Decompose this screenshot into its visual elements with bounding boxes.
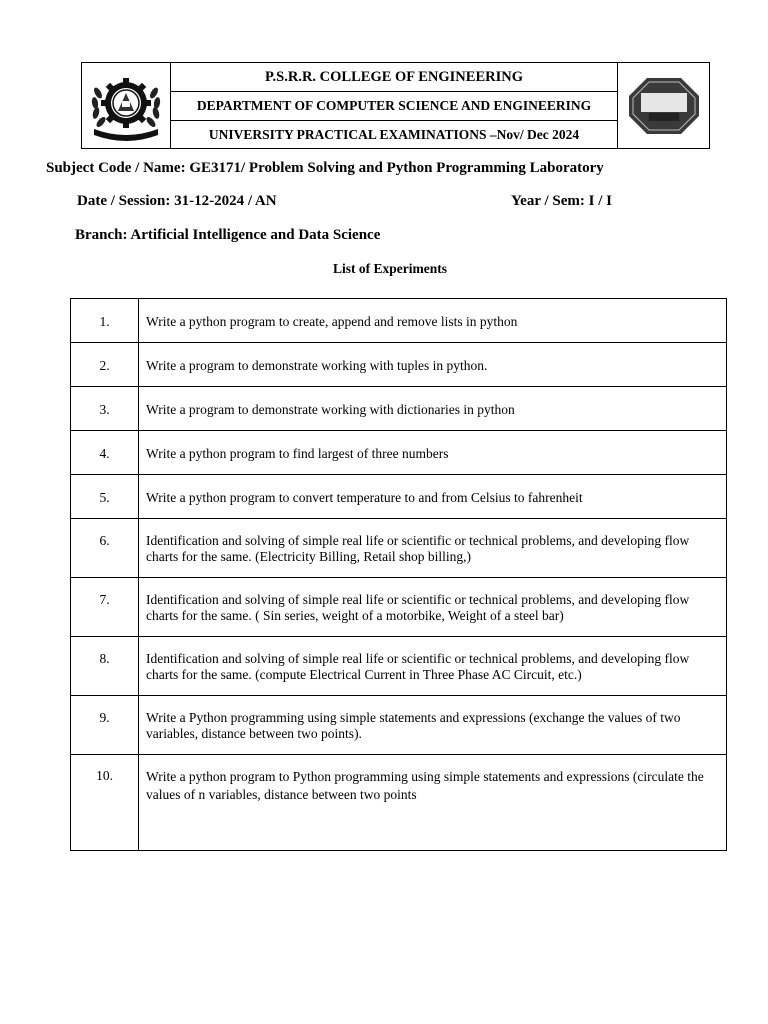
experiments-table — [70, 298, 727, 851]
year-semester: Year / Sem: I / I — [511, 193, 612, 209]
subject-line: Subject Code / Name: GE3171/ Problem Solving and Python Programming Laboratory — [46, 160, 604, 176]
experiment-number: 10. — [71, 755, 139, 851]
table-row — [71, 637, 727, 696]
table-row — [71, 578, 727, 637]
header-titles — [171, 63, 618, 148]
experiment-number: 3. — [71, 387, 139, 431]
experiment-description: Write a python program to create, append and remove lists in python — [139, 299, 727, 343]
exam-title: UNIVERSITY PRACTICAL EXAMINATIONS –Nov/ Dec 2024 — [171, 120, 617, 148]
experiment-description: Write a python program to find largest of three numbers — [139, 431, 727, 475]
experiment-description: Write a python program to Python programming using simple statements and expressions (circulate the values of n variables, distance between two points — [139, 755, 727, 851]
document-header — [81, 62, 710, 149]
table-row — [71, 387, 727, 431]
table-row — [71, 343, 727, 387]
experiment-description: Write a program to demonstrate working with tuples in python. — [139, 343, 727, 387]
experiment-description: Identification and solving of simple real life or scientific or technical problems, and developing flow charts for the same. (Electricity Billing, Retail shop billing,) — [139, 519, 727, 578]
experiment-number: 8. — [71, 637, 139, 696]
branch: Branch: Artificial Intelligence and Data Science — [75, 227, 381, 243]
experiment-number: 9. — [71, 696, 139, 755]
college-emblem-icon — [88, 71, 164, 141]
table-row — [71, 475, 727, 519]
certification-logo-cell — [618, 63, 709, 148]
college-name: P.S.R.R. COLLEGE OF ENGINEERING — [265, 68, 523, 85]
table-row — [71, 519, 727, 578]
department-name: DEPARTMENT OF COMPUTER SCIENCE AND ENGINEERING — [171, 91, 617, 120]
table-row — [71, 755, 727, 851]
table-row — [71, 696, 727, 755]
experiment-number: 5. — [71, 475, 139, 519]
experiment-number: 6. — [71, 519, 139, 578]
experiment-number: 1. — [71, 299, 139, 343]
experiment-description: Identification and solving of simple real life or scientific or technical problems, and developing flow charts for the same. (compute Electrical Current in Three Phase AC Circuit, etc.) — [139, 637, 727, 696]
experiment-number: 7. — [71, 578, 139, 637]
table-row — [71, 299, 727, 343]
experiment-number: 2. — [71, 343, 139, 387]
experiment-description: Identification and solving of simple real life or scientific or technical problems, and developing flow charts for the same. ( Sin series, weight of a motorbike, Weight of a steel bar) — [139, 578, 727, 637]
experiment-description: Write a Python programming using simple statements and expressions (exchange the values of two variables, distance between two points). — [139, 696, 727, 755]
table-row — [71, 431, 727, 475]
list-title: List of Experiments — [333, 261, 447, 276]
date-session: Date / Session: 31-12-2024 / AN — [77, 193, 277, 209]
tuv-sud-iso-icon — [627, 76, 701, 136]
experiment-description: Write a program to demonstrate working with dictionaries in python — [139, 387, 727, 431]
college-logo-cell — [82, 63, 171, 148]
experiment-number: 4. — [71, 431, 139, 475]
experiment-description: Write a python program to convert temperature to and from Celsius to fahrenheit — [139, 475, 727, 519]
